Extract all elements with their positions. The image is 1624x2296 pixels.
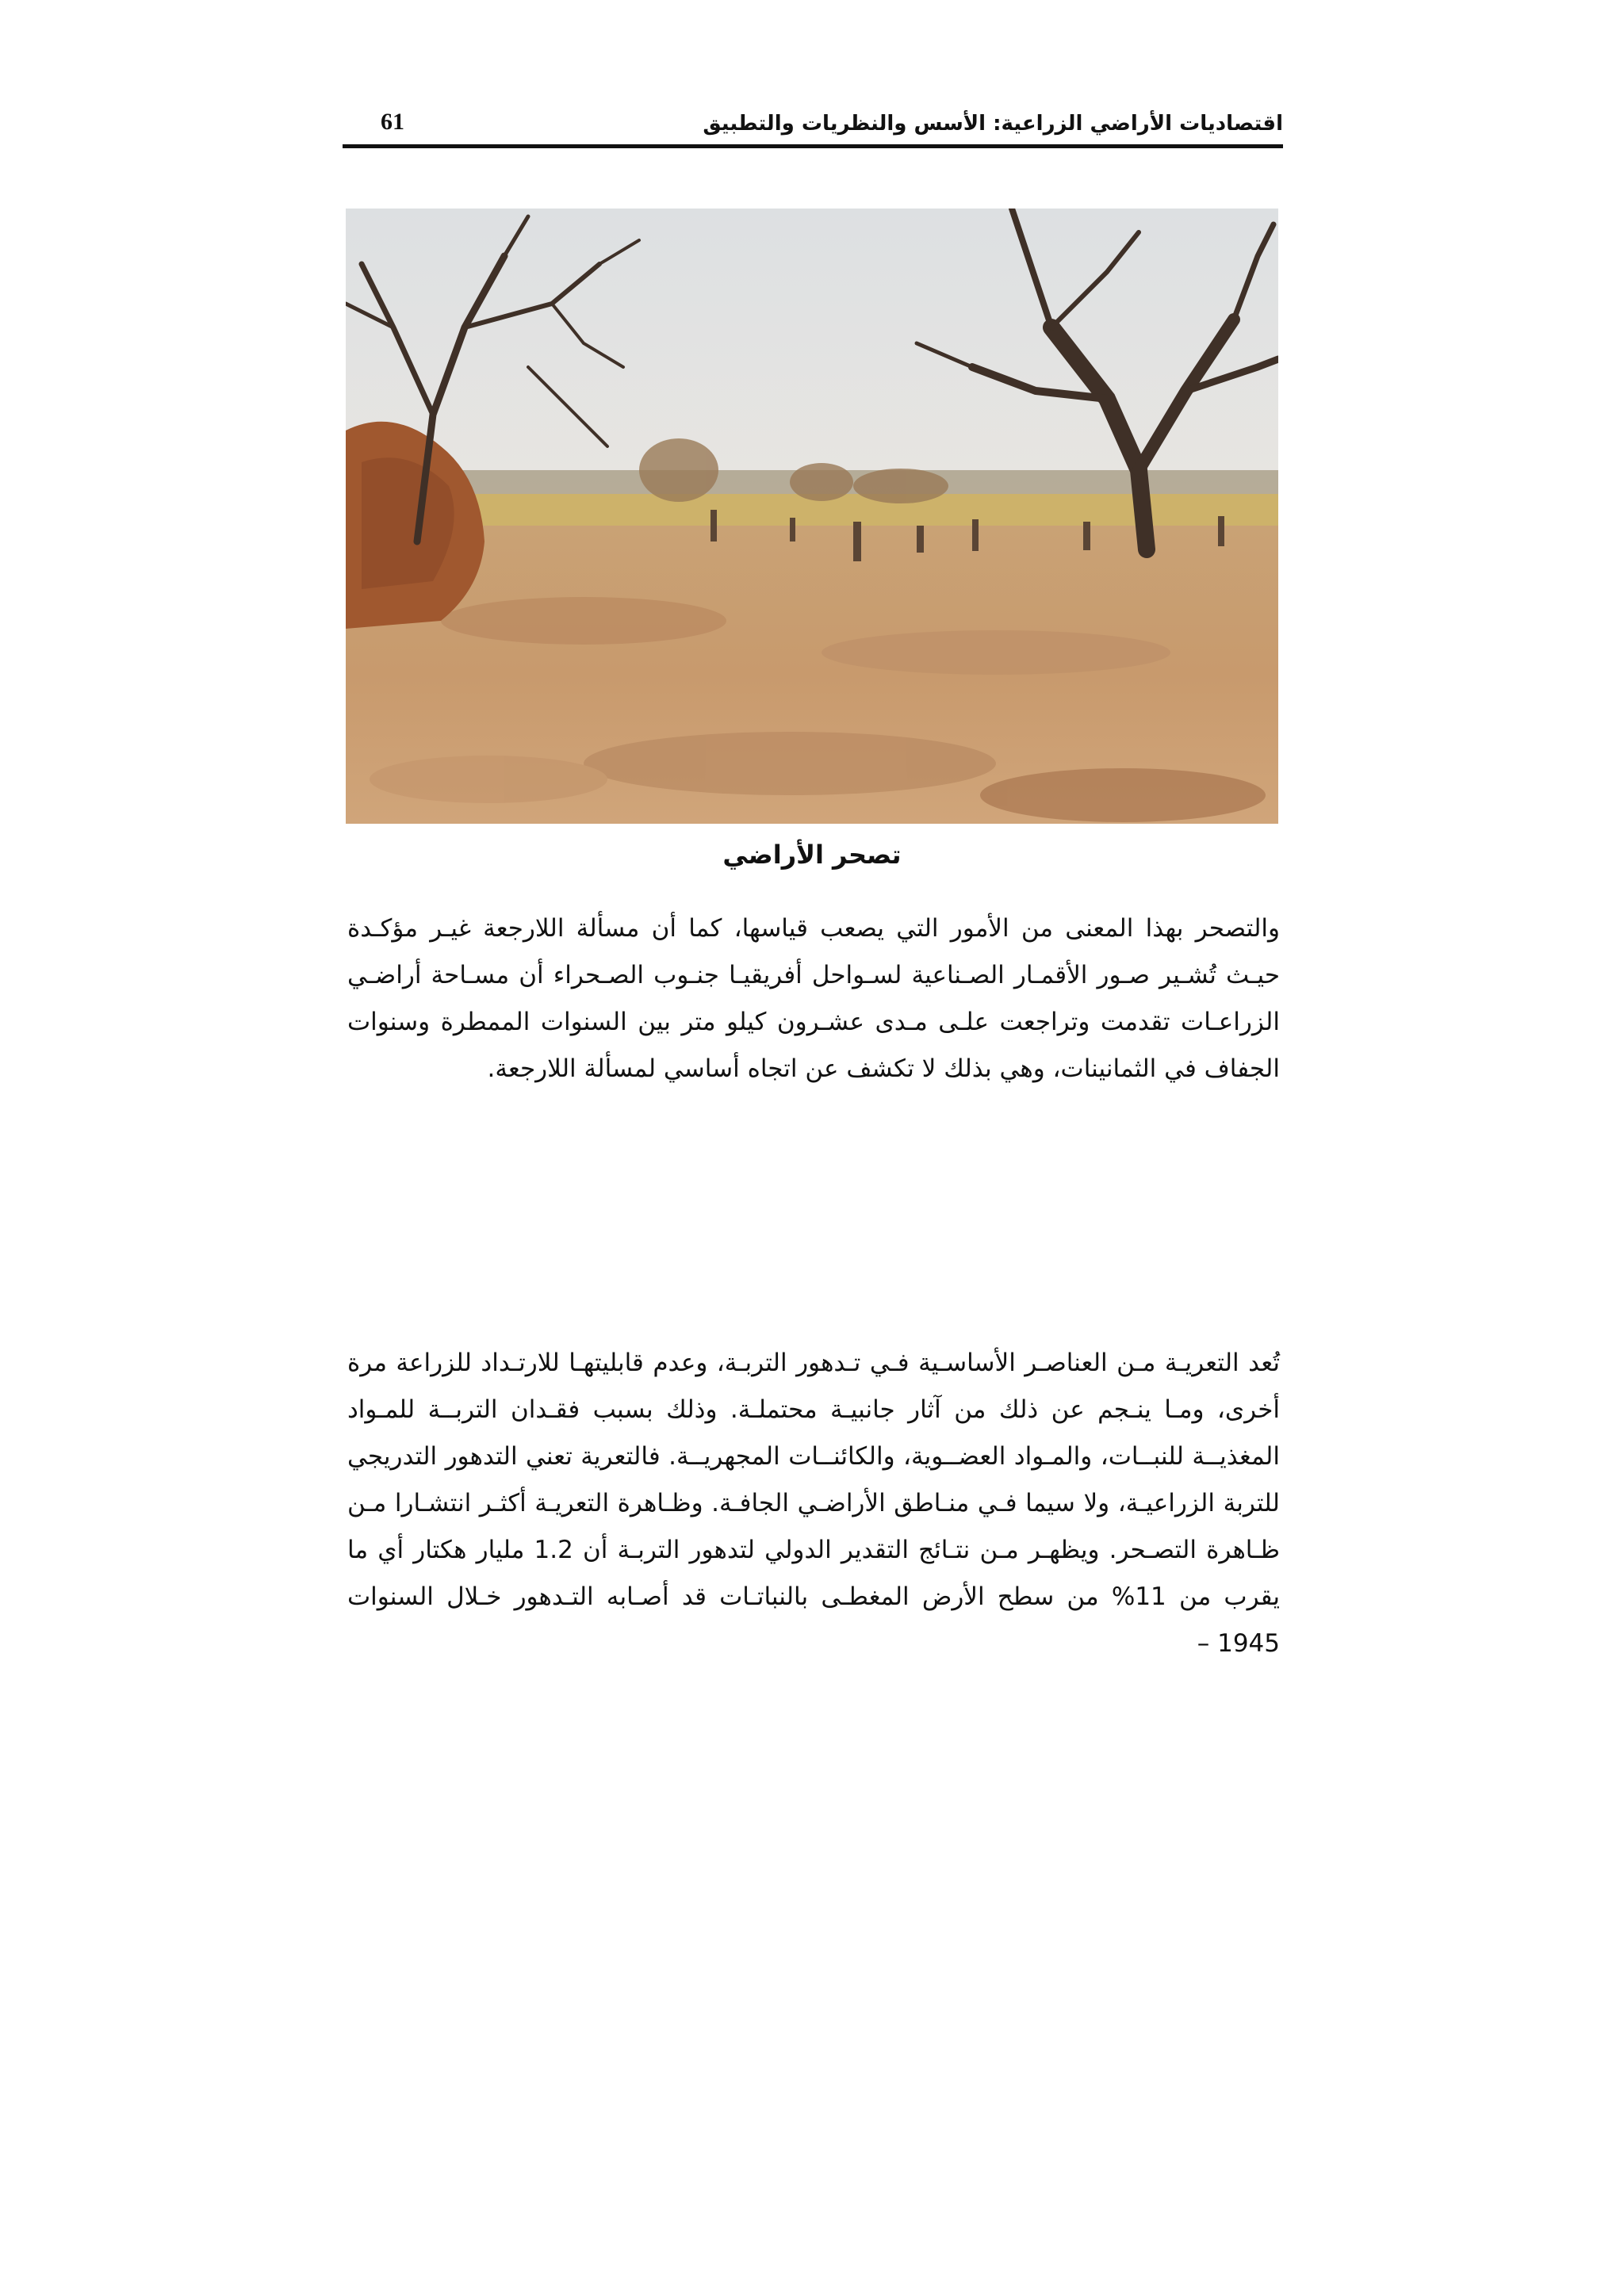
desertification-photo bbox=[346, 209, 1278, 824]
paragraph-desertification: والتصحر بهذا المعنى من الأمور التي يصعب قياسها، كما أن مسألة اللارجعة غيـر مؤكـدة حيـث تُشـير صـور الأقمـار الصـناعية لسـواحل أفريقيـا جنـوب الصـحراء أن مسـاحة أراضـي الزراعـات تقدمت وتراجعت علـى مـدى عشـرون كيلو متر بين السنوات الممطرة وسنوات الجفاف في الثمانينات، وهي بذلك لا تكشف عن اتجاه أساسي لمسألة اللارجعة. bbox=[347, 914, 1280, 1083]
figure-caption: تصحر الأراضي bbox=[722, 840, 902, 870]
paragraph-erosion: تُعد التعريـة مـن العناصـر الأساسـية فـي تـدهور التربـة، وعدم قابليتهـا للارتـداد للزراعة مرة أخرى، ومـا ينـجم عن ذلك من آثار جانبيـة محتملـة. وذلك بسبب فقـدان التربــة للمـواد المغذيــة للنبــات، والمـواد العضــوية، والكائنــات المجهريــة. فالتعرية تعني التدهور التدريجي للتربة الزراعيـة، ولا سيما فـي منـاطق الأراضـي الجافـة. وظـاهرة التعريـة أكثـر انتشـارا مـن ظـاهرة التصـحر. ويظهـر مـن نتـائج التقدير الدولي لتدهور التربـة أن 1.2 مليار هكتار أي ما يقرب من 11% من سطح الأرض المغطـى بالنباتـات قد أصـابه التـدهور خـلال السنوات 1945 – bbox=[347, 1349, 1281, 1658]
page-header bbox=[343, 101, 1283, 149]
running-title: اقتصاديات الأراضي الزراعية: الأسس والنظريات والتطبيق bbox=[703, 112, 1283, 136]
page-number: 61 bbox=[381, 109, 404, 135]
header-rule bbox=[343, 144, 1283, 148]
desert-landscape-illustration bbox=[346, 209, 1278, 824]
